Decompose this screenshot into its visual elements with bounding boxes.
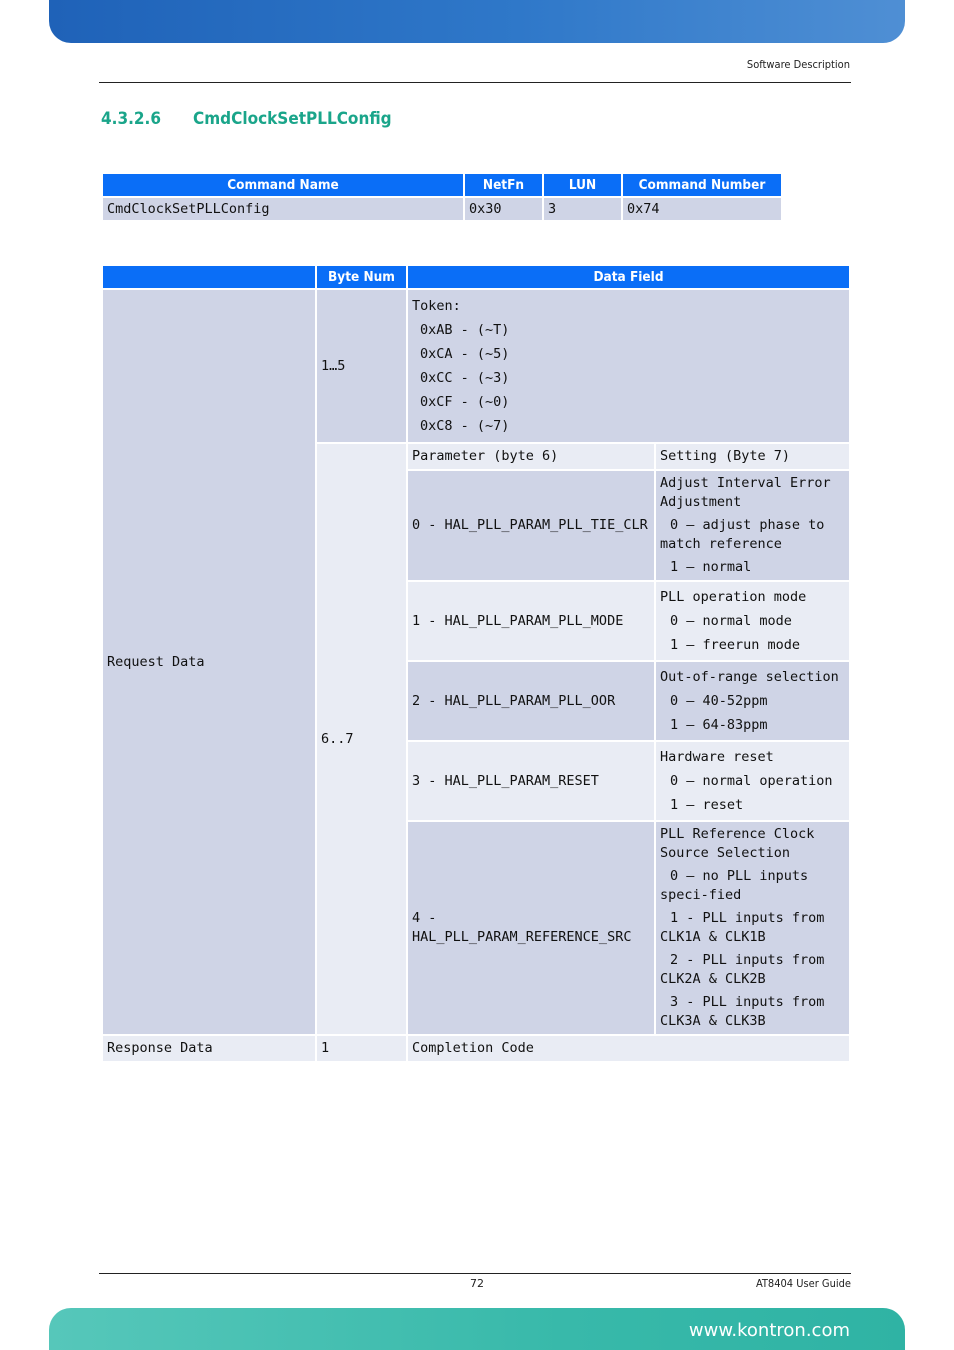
section-number: 4.3.2.6	[101, 109, 161, 129]
token-value: 0xCA - (~5)	[420, 346, 510, 362]
page-number: 72	[470, 1277, 484, 1290]
col-blank	[103, 266, 315, 288]
running-header: Software Description	[746, 58, 850, 71]
param-name: 2 - HAL_PLL_PARAM_PLL_OOR	[408, 662, 654, 740]
setting-option: 0 – adjust phase to match reference	[660, 517, 825, 552]
setting-title: PLL operation mode	[660, 589, 807, 605]
setting-title: Out-of-range selection	[660, 669, 839, 685]
website-link[interactable]: www.kontron.com	[688, 1320, 850, 1341]
param-name: 4 - HAL_PLL_PARAM_REFERENCE_SRC	[408, 822, 654, 1034]
param-header: Parameter (byte 6)	[408, 444, 654, 469]
col-byte-num: Byte Num	[317, 266, 406, 288]
param-name: 1 - HAL_PLL_PARAM_PLL_MODE	[408, 582, 654, 660]
command-table	[101, 172, 783, 222]
document-name: AT8404 User Guide	[755, 1277, 851, 1290]
setting-option: 2 - PLL inputs from CLK2A & CLK2B	[660, 952, 825, 987]
token-cell	[408, 290, 849, 442]
byte-num-6-7: 6..7	[317, 444, 406, 1034]
response-byte-num: 1	[317, 1036, 406, 1061]
setting-option: 1 - PLL inputs from CLK1A & CLK1B	[660, 910, 825, 945]
cell-lun: 3	[544, 198, 621, 220]
col-command-number: Command Number	[623, 174, 781, 196]
col-lun: LUN	[544, 174, 621, 196]
setting-option: 1 – 64-83ppm	[670, 717, 768, 733]
setting-cell	[656, 662, 849, 740]
setting-option: 3 - PLL inputs from CLK3A & CLK3B	[660, 994, 825, 1029]
token-value: 0xCF - (~0)	[420, 394, 510, 410]
request-data-label: Request Data	[103, 290, 315, 1034]
setting-title: PLL Reference Clock Source Selection	[660, 826, 815, 861]
setting-option: 0 – 40-52ppm	[670, 693, 768, 709]
header-divider	[99, 82, 851, 83]
response-field: Completion Code	[408, 1036, 849, 1061]
section-title: CmdClockSetPLLConfig	[193, 109, 392, 129]
col-command-name: Command Name	[103, 174, 463, 196]
setting-option: 1 – normal	[670, 559, 752, 575]
token-label: Token:	[412, 298, 461, 314]
token-value: 0xC8 - (~7)	[420, 418, 510, 434]
param-name: 3 - HAL_PLL_PARAM_RESET	[408, 742, 654, 820]
byte-num-1-5: 1…5	[317, 290, 406, 442]
col-data-field: Data Field	[408, 266, 849, 288]
token-value: 0xCC - (~3)	[420, 370, 510, 386]
setting-option: 0 – normal mode	[670, 613, 792, 629]
cell-command-number: 0x74	[623, 198, 781, 220]
setting-cell	[656, 471, 849, 580]
cell-netfn: 0x30	[465, 198, 542, 220]
setting-cell	[656, 822, 849, 1034]
cell-command-name: CmdClockSetPLLConfig	[103, 198, 463, 220]
setting-title: Adjust Interval Error Adjustment	[660, 475, 831, 510]
setting-cell	[656, 742, 849, 820]
col-netfn: NetFn	[465, 174, 542, 196]
setting-title: Hardware reset	[660, 749, 774, 765]
data-field-table	[101, 264, 851, 1063]
setting-option: 0 – no PLL inputs speci-fied	[660, 868, 809, 903]
response-data-label: Response Data	[103, 1036, 315, 1061]
param-name: 0 - HAL_PLL_PARAM_PLL_TIE_CLR	[408, 471, 654, 580]
setting-option: 1 – reset	[670, 797, 744, 813]
section-heading	[101, 109, 392, 129]
token-value: 0xAB - (~T)	[420, 322, 510, 338]
setting-option: 1 – freerun mode	[670, 637, 801, 653]
setting-cell	[656, 582, 849, 660]
footer-divider	[99, 1273, 851, 1274]
setting-header: Setting (Byte 7)	[656, 444, 849, 469]
setting-option: 0 – normal operation	[670, 773, 833, 789]
header-banner	[49, 0, 905, 43]
